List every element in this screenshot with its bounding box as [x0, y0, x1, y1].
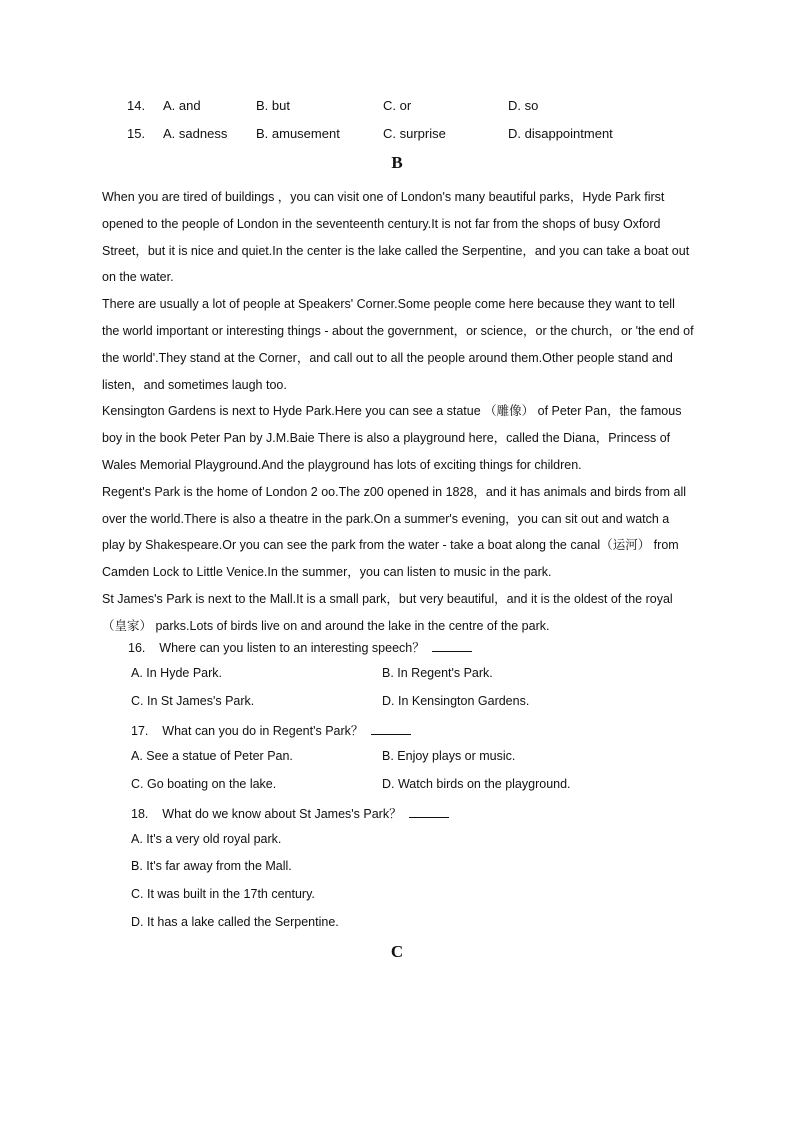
- option-a: A. In Hyde Park.: [131, 666, 223, 680]
- option-d: D. so: [508, 98, 539, 113]
- question-text: What do we know about St James's Park？: [162, 807, 402, 821]
- answer-blank: [409, 805, 449, 818]
- paragraph-st-james: St James's Park is next to the Mall.It is a small park，but very beautiful，and it is the oldest of the royal （皇家） parks.Lots of birds live on and around the lake in the centre of the park.: [102, 591, 673, 633]
- paragraph-speakers-corner: There are usually a lot of people at Speakers' Corner.Some people come here because they want to tell the world important or interesting things - about the government，or science，or the church，or 'the end of the world'.They stand at the Corner，and call out to all the people around them.Other people stand and listen，and sometimes laugh too.: [102, 297, 694, 392]
- question-18-stem: [131, 804, 449, 822]
- answer-blank: [432, 639, 472, 652]
- paragraph-regents-park: Regent's Park is the home of London 2 oo.The z00 opened in 1828，and it has animals and birds from all over the world.There is also a theatre in the park.On a summer's evening，you can sit out and watch a play by Shakespeare.Or you can see the park from the water - take a boat along the canal（运河） from Camden Lock to Little Venice.In the summer，you can listen to music in the park.: [102, 484, 686, 580]
- section-b-heading: B: [391, 153, 403, 172]
- option-c: C. Go boating on the lake.: [131, 777, 277, 791]
- option-a: A. sadness: [163, 126, 228, 141]
- option-b: B. but: [256, 98, 290, 113]
- question-number: 17.: [131, 724, 149, 738]
- option-c: C. It was built in the 17th century.: [131, 887, 315, 901]
- option-b: B. Enjoy plays or music.: [382, 749, 516, 763]
- option-b: B. In Regent's Park.: [382, 666, 493, 680]
- question-16-stem: [128, 638, 472, 656]
- question-text: What can you do in Regent's Park？: [162, 724, 364, 738]
- option-d: D. It has a lake called the Serpentine.: [131, 915, 339, 929]
- question-number: 18.: [131, 807, 149, 821]
- question-number: 15.: [127, 126, 146, 141]
- question-text: Where can you listen to an interesting speech？: [159, 641, 425, 655]
- option-c: C. surprise: [383, 126, 446, 141]
- question-number: 14.: [127, 98, 146, 113]
- reading-passage: [102, 184, 694, 640]
- option-d: D. Watch birds on the playground.: [382, 777, 571, 791]
- option-c: C. In St James's Park.: [131, 694, 255, 708]
- option-d: D. disappointment: [508, 126, 613, 141]
- option-a: A. and: [163, 98, 201, 113]
- answer-blank: [371, 722, 411, 735]
- paragraph-kensington: Kensington Gardens is next to Hyde Park.Here you can see a statue （雕像） of Peter Pan，the famous boy in the book Peter Pan by J.M.Baie There is also a playground here，called the Diana，Princess of Wales Memorial Playground.And the playground has lots of exciting things for children.: [102, 404, 682, 472]
- question-number: 16.: [128, 641, 146, 655]
- question-17-stem: [131, 721, 411, 739]
- option-a: A. See a statue of Peter Pan.: [131, 749, 293, 763]
- option-b: B. amusement: [256, 126, 340, 141]
- option-b: B. It's far away from the Mall.: [131, 859, 292, 873]
- option-c: C. or: [383, 98, 412, 113]
- paragraph-hyde-park: When you are tired of buildings ，you can visit one of London's many beautiful parks，Hyde Park first opened to the people of London in the seventeenth century.It is not far from the shops of busy Oxford Street，but it is nice and quiet.In the center is the lake called the Serpentine，and you can take a boat out on the water.: [102, 190, 690, 285]
- option-d: D. In Kensington Gardens.: [382, 694, 530, 708]
- section-c-heading: C: [390, 942, 404, 961]
- option-a: A. It's a very old royal park.: [131, 832, 282, 846]
